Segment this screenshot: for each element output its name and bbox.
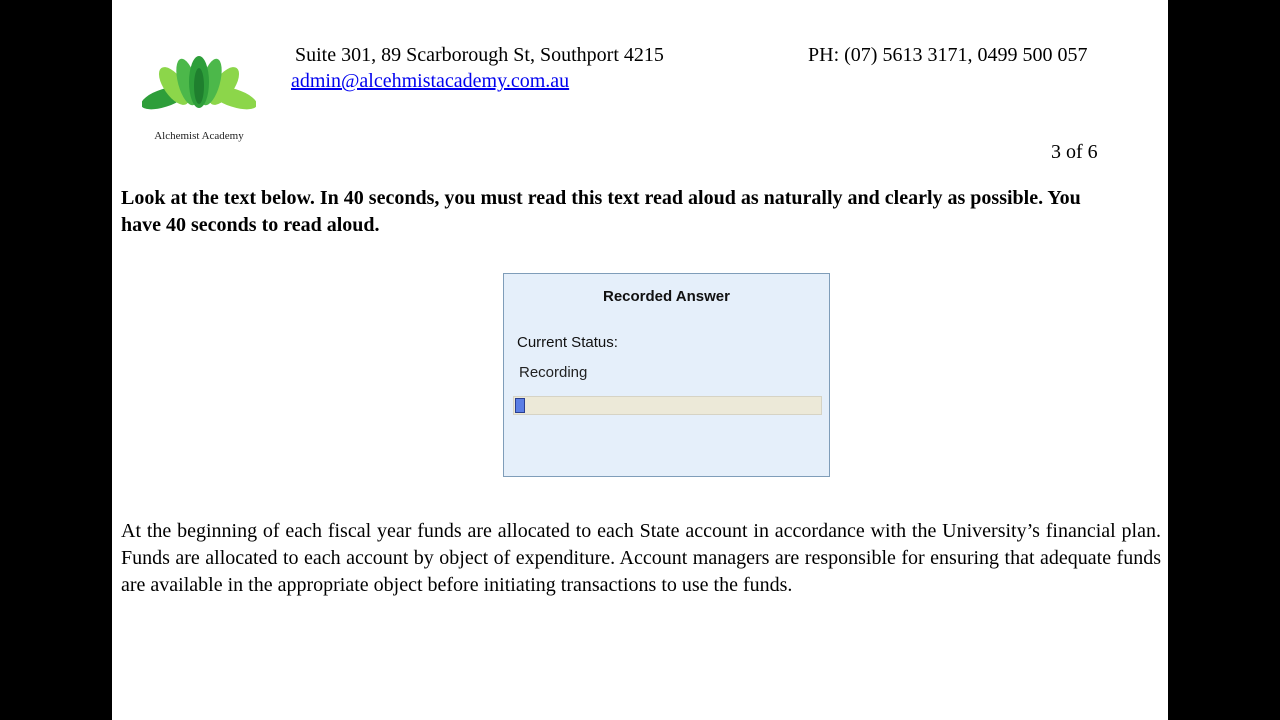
email-link[interactable]: admin@alcehmistacademy.com.au xyxy=(291,70,570,92)
instructions-text: Look at the text below. In 40 seconds, you must read this text read aloud as naturally and clearly as possible. You have 40 seconds to read aloud. xyxy=(121,187,1081,236)
lotus-leaves-icon xyxy=(142,56,256,120)
logo-caption: Alchemist Academy xyxy=(154,130,244,142)
academy-logo xyxy=(140,52,258,148)
phone-text: PH: (07) 5613 3171, 0499 500 057 xyxy=(808,44,1088,66)
document-page xyxy=(112,0,1168,720)
status-label: Current Status: xyxy=(517,334,618,351)
recorder-panel xyxy=(503,273,830,477)
page-counter: 3 of 6 xyxy=(1051,141,1098,163)
recording-progress-bar xyxy=(513,396,822,415)
status-value: Recording xyxy=(519,364,588,381)
recording-progress-fill xyxy=(515,398,525,413)
recorder-title: Recorded Answer xyxy=(603,288,730,305)
reading-passage: At the beginning of each fiscal year funds are allocated to each State account in accordance with the University’s financial plan. Funds are allocated to each account by object of expenditure. Account managers are responsible for ensuring that adequate funds are available in the appropriate object before initiating transactions to use the funds. xyxy=(121,520,1161,596)
address-text: Suite 301, 89 Scarborough St, Southport 4215 xyxy=(295,44,664,66)
